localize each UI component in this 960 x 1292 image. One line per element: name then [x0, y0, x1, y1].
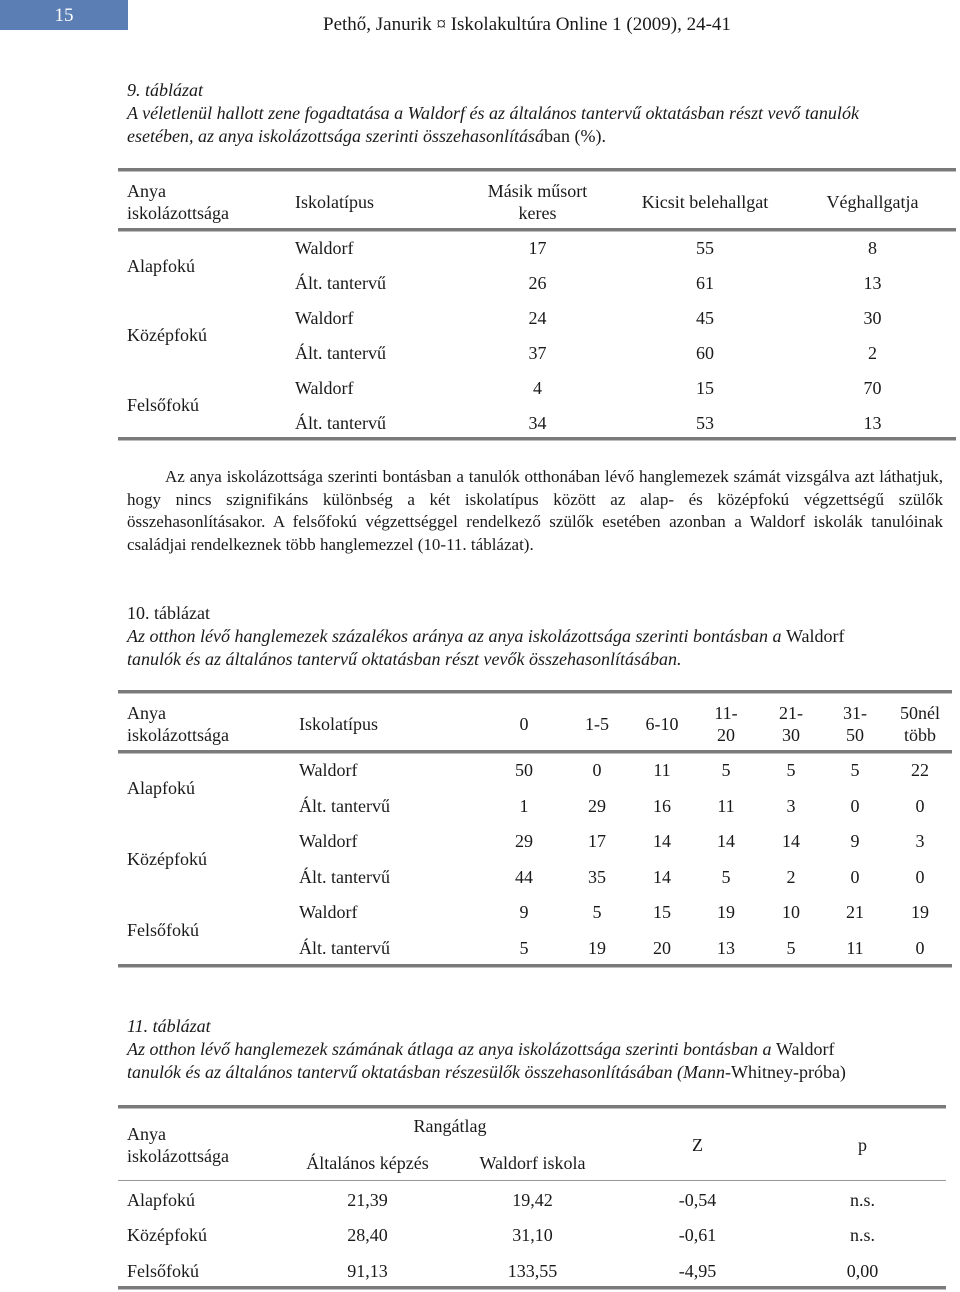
table10-header-type: Iskolatípus — [299, 714, 378, 734]
running-head: Pethő, Janurik ¤ Iskolakultúra Online 1 (2009), 24-41 — [323, 14, 731, 35]
table11-header-z: Z — [692, 1135, 703, 1155]
table9-caption — [127, 79, 859, 148]
table10-caption — [127, 602, 844, 671]
table10-header-11-20: 11- 20 — [714, 703, 738, 745]
table11-header-waldorf: Waldorf iskola — [479, 1153, 586, 1173]
table9-group: Középfokú — [127, 325, 207, 345]
table10-header-21-30: 21- 30 — [779, 703, 803, 745]
table10-group: Középfokú — [127, 849, 207, 869]
table10-group: Alapfokú — [127, 778, 195, 798]
table9-group: Alapfokú — [127, 256, 195, 276]
table10-header-50plus: 50nél több — [900, 703, 940, 745]
table10-header-edu: Anya iskolázottsága — [127, 703, 229, 745]
table10-header-rule — [118, 750, 952, 754]
table11-label: 11. táblázat — [127, 1016, 211, 1036]
table10-bottom-rule — [118, 964, 952, 968]
table11-bottom-rule — [118, 1286, 946, 1290]
table9-caption-line2: esetében, az anya iskolázottsága szerinti összehasonlításában (%). — [127, 126, 606, 146]
table9-top-rule — [118, 168, 956, 172]
table9-header-full: Véghallgatja — [826, 192, 919, 212]
table11-caption — [127, 1015, 846, 1084]
table10-label: 10. táblázat — [127, 603, 210, 623]
table9-caption-line1: A véletlenül hallott zene fogadtatása a Waldorf és az általános tantervű oktatásban részt vevő tanulók — [127, 103, 859, 123]
table9-header-partial: Kicsit belehallgat — [641, 192, 769, 212]
table10-top-rule — [118, 690, 952, 694]
table9-group: Felsőfokú — [127, 395, 199, 415]
body-paragraph: Az anya iskolázottsága szerinti bontásban a tanulók otthonában lévő hanglemezek számát vizsgálva azt láthatjuk, hogy nincs szignifikáns különbség a két iskolatípus között az alap- és középfokú végzettségű szülők összehasonlításakor. A felsőfokú végzettséggel rendelkező szülők esetében azonban a Waldorf iskolák tanulóinak családjai rendelkeznek több hanglemezzel (10-11. táblázat). — [127, 467, 943, 554]
table9-header-rule — [118, 228, 956, 232]
table11-header-rule — [118, 1180, 946, 1181]
table11-header-rank: Rangátlag — [413, 1116, 487, 1136]
table10-header-6-10: 6-10 — [645, 714, 679, 734]
table9-label: 9. táblázat — [127, 80, 204, 100]
table11-caption-line1: Az otthon lévő hanglemezek számának átlaga az anya iskolázottsága szerinti bontásban a Waldorf — [127, 1039, 835, 1059]
table10-caption-line2: tanulók és az általános tantervű oktatásban részt vevők összehasonlításában. — [127, 649, 682, 669]
table11-top-rule — [118, 1105, 946, 1109]
table10-header-31-50: 31- 50 — [843, 703, 867, 745]
page-number: 15 — [0, 0, 128, 30]
table10-header-0: 0 — [519, 714, 529, 734]
table11-caption-line2: tanulók és az általános tantervű oktatásban részesülők összehasonlításában (Mann-Whitney-próba) — [127, 1062, 846, 1082]
table10-caption-line1: Az otthon lévő hanglemezek százalékos aránya az anya iskolázottsága szerinti bontásban a Waldorf — [127, 626, 845, 646]
table9-header-type: Iskolatípus — [295, 192, 374, 212]
table10-header-1-5: 1-5 — [585, 714, 609, 734]
table9-bottom-rule — [118, 437, 956, 441]
table11-header-p: p — [858, 1135, 867, 1155]
table9-header-other: Másik műsort keres — [487, 181, 588, 223]
table11-header-general: Általános képzés — [306, 1153, 429, 1173]
table9-header-edu: Anya iskolázottsága — [127, 181, 229, 223]
table10-group: Felsőfokú — [127, 920, 199, 940]
table11-header-edu: Anya iskolázottsága — [127, 1124, 229, 1166]
